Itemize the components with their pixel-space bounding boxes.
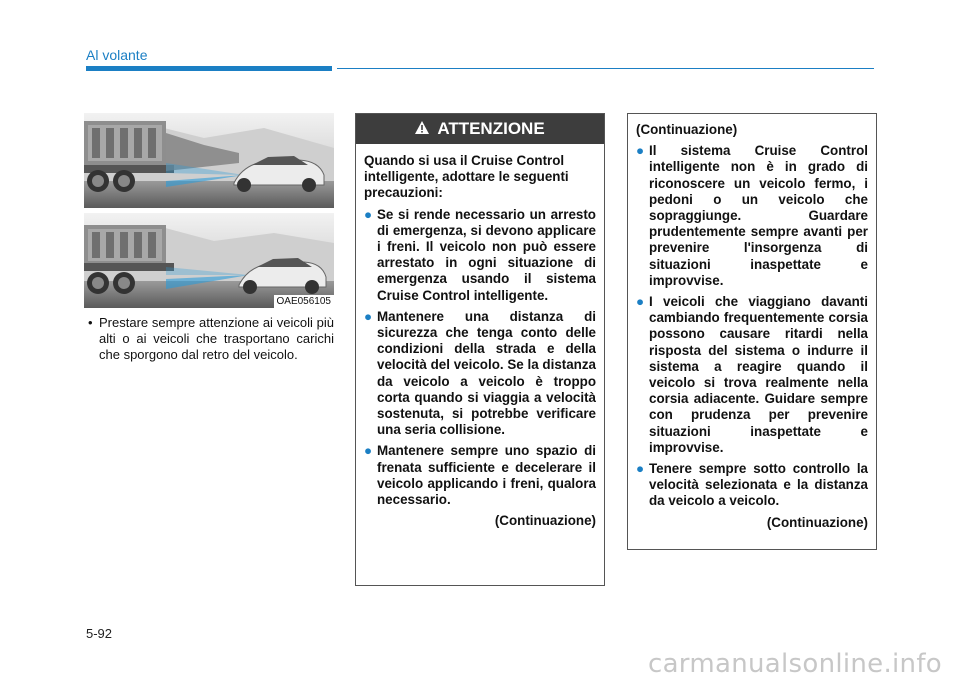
list-item-text: Il sistema Cruise Control intelligente non è in grado di riconoscere un veicolo fermo, i pedoni o un veicolo che sopraggiunge. Guardare prudentemente sempre avanti per prevenire l'insorgenza di situazioni inaspettate e improvvise. (649, 143, 868, 288)
continued-bottom-label: (Continuazione) (766, 514, 868, 530)
figure-code: OAE056105 (274, 295, 335, 308)
left-bullet-item (86, 315, 334, 363)
bullet-icon: ● (364, 443, 373, 459)
warning-intro: Quando si usa il Cruise Control intelligente, adottare le seguenti precauzioni: (364, 153, 569, 201)
list-item-text: Mantenere una distanza di sicurezza che tenga conto delle condizioni della strada e della velocità del veicolo. Se la distanza da veicolo a veicolo è troppo corta quando si viaggia a velocità sostenuta, si potrebbe verificare una seria collisione. (377, 308, 596, 438)
bullet-icon: ● (364, 206, 373, 222)
header-rule-thin (337, 68, 874, 69)
illustration-drawing-bottom (84, 213, 334, 308)
illustration-truck-car-top (84, 113, 334, 208)
illustration-truck-car-bottom (84, 213, 334, 308)
list-item (364, 207, 596, 304)
bullet-icon: ● (636, 461, 645, 477)
list-item (636, 143, 868, 289)
list-item-text: Tenere sempre sotto controllo la velocità selezionata e la distanza da veicolo a veicolo. (649, 461, 868, 509)
list-item (636, 294, 868, 456)
page-number: 5-92 (86, 626, 113, 641)
list-item-text: Se si rende necessario un arresto di emergenza, si devono applicare i freni. Il veicolo non può essere arrestato in ogni situazione di emergenza usando il sistema Cruise Control intelligente. (377, 206, 596, 303)
list-item (364, 309, 596, 439)
left-bullet-text: Prestare sempre attenzione ai veicoli più alti o ai veicoli che trasportano carichi che sporgono dal retro del veicolo. (99, 315, 334, 362)
bullet-marker: • (88, 315, 93, 330)
warning-triangle-icon (415, 121, 429, 137)
continued-top-label: (Continuazione) (636, 122, 738, 137)
section-title: Al volante (86, 47, 148, 63)
continued-label: (Continuazione) (494, 513, 596, 529)
warning-title: ATTENZIONE (437, 118, 545, 138)
warning-header (356, 114, 604, 144)
bullet-icon: ● (364, 308, 373, 324)
header-rule-thick (86, 66, 332, 71)
bullet-icon: ● (636, 294, 645, 310)
illustration-drawing-top (84, 113, 334, 208)
list-item-text: Mantenere sempre uno spazio di frenata sufficiente e decelerare il veicolo applicando i freni, qualora necessario. (377, 443, 596, 508)
list-item (636, 461, 868, 510)
continuation-box (627, 113, 877, 550)
bullet-icon: ● (636, 143, 645, 159)
list-item (364, 443, 596, 508)
warning-box (355, 113, 605, 586)
list-item-text: I veicoli che viaggiano davanti cambiando frequentemente corsia possono causare ritardi nella risposta del sistema o indurre il sistema a reagire quando il veicolo si trova realmente nella corsia adiacente. Guidare sempre con prudenza per prevenire situazioni inaspettate e improvvise. (649, 294, 868, 455)
watermark-link[interactable]: carmanualsonline.info (647, 649, 942, 679)
